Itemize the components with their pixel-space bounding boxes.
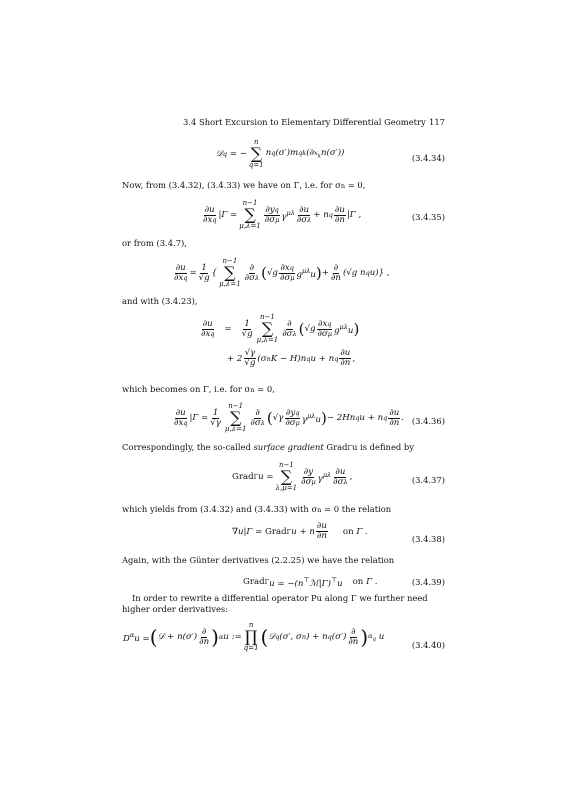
equation-3-4-36: $\frac{\partial u}{\partial xq}$ |Γ = $\frac{1}{√\gamma}$ n−1 ∑ μ,λ=1 $\frac{\partial}{\partial\sigma\lambda}$ ( √γ $\frac{\partial yq}{\partial\sigma\mu}$ $\gamma^{\mu\lambda}u$ ) − 2Hnqu + nq $\frac{\partial u}{\partial n}$ . (174, 402, 405, 433)
equation-3-4-40: $D^\alpha u$ = ( 𝒟 + n(σ′) $\frac{\partial}{\partial n}$ ) α u := n ∏ q=1 ( 𝒟q(σ′, σn) + nq(σ′) $\frac{\partial}{\partial n}$ ) $\alpha_q$ u (123, 621, 385, 652)
equation-tag: (3.4.38) (411, 534, 445, 544)
equation-tag: (3.4.34) (411, 153, 445, 163)
equation-with-curvature-line2: + 2 $\frac{√\gamma}{√g}$ (σnK − H)nqu + nq $\frac{\partial u}{\partial n}$ , (227, 348, 356, 368)
paragraph: which becomes on Γ, i.e. for σn = 0, (122, 384, 275, 394)
paragraph: or from (3.4.7), (122, 238, 187, 248)
equation-3-4-34: 𝒟q = − n ∑ q=1 $nq(\sigma')mqk(\partial x_kn(\sigma'))$ (216, 138, 345, 169)
paragraph: which yields from (3.4.32) and (3.4.33) with σn = 0 the relation (122, 504, 392, 514)
equation-3-4-35: $\frac{\partial u}{\partial xq}$ |Γ = n−1 ∑ μ,λ=1 $\frac{\partial yq}{\partial\sigma\mu}$ $\gamma^{\mu\lambda}$ $\frac{\partial u}{\partial\sigma\lambda}$ + nq $\frac{\partial u}{\partial n}$ |Γ , (203, 199, 362, 230)
paragraph: and with (3.4.23), (122, 296, 198, 306)
equation-3-4-38: ∇u|Γ = GradΓ u + n $\frac{\partial u}{\partial n}$ on Γ . (232, 521, 368, 541)
paragraph: Again, with the Günter derivatives (2.2.25) we have the relation (122, 555, 395, 565)
equation-3-4-37: GradΓ u = n−1 ∑ λ,μ=1 $\frac{\partial y}{\partial\sigma\mu}$ $\gamma^{\mu\lambda}$ $\frac{\partial u}{\partial\sigma\lambda}$ , (232, 461, 353, 492)
equation-tag: (3.4.35) (411, 212, 445, 222)
equation-3-4-39: GradΓ u = −(n⊤ℳ|Γ)⊤u on Γ . (243, 576, 378, 589)
paragraph: Correspondingly, the so-called surface gradient GradΓu is defined by (122, 442, 415, 452)
equation-tag: (3.4.39) (411, 577, 445, 587)
equation-tag: (3.4.36) (411, 416, 445, 426)
paragraph: In order to rewrite a differential operator Pu along Γ we further need (132, 593, 428, 603)
equation-tag: (3.4.37) (411, 475, 445, 485)
equation-surface-divergence: $\frac{\partial u}{\partial xq}$ = $\frac{1}{√g}$ { n−1 ∑ μ,λ=1 $\frac{\partial}{\partial\sigma\lambda}$ ( √g $\frac{\partial xq}{\partial\sigma\mu}$ $g^{\mu\lambda}u$ ) + $\frac{\partial}{\partial n}$ (√g nqu) } , (174, 257, 390, 288)
paragraph: Now, from (3.4.32), (3.4.33) we have on Γ, i.e. for σn = 0, (122, 180, 366, 190)
equation-with-curvature-line1: $\frac{\partial u}{\partial xq}$ = $\frac{1}{√g}$ n−1 ∑ μ,λ=1 $\frac{\partial}{\partial\sigma\lambda}$ ( √g $\frac{\partial xq}{\partial\sigma\mu}$ $g^{\mu\lambda}u$ ) (201, 313, 360, 344)
paragraph: higher order derivatives: (122, 604, 229, 614)
equation-tag: (3.4.40) (411, 640, 445, 650)
page-number: 117 (429, 117, 445, 127)
running-header (183, 116, 445, 130)
header-title: 3.4 Short Excursion to Elementary Differential Geometry (183, 117, 426, 127)
term-surface-gradient: surface gradient (253, 442, 324, 452)
